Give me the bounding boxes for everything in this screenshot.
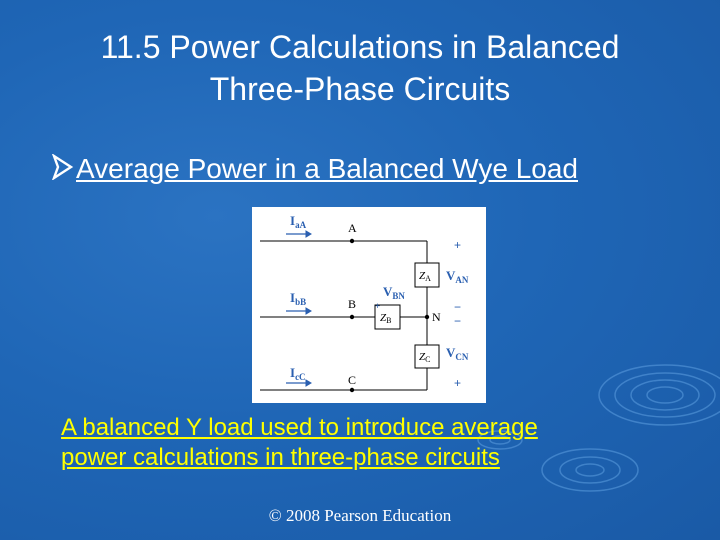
bullet-item	[52, 150, 578, 190]
polarity-minus-an: −	[454, 300, 462, 314]
bullet-text: Average Power in a Balanced Wye Load	[76, 153, 578, 184]
copyright-footer: © 2008 Pearson Education	[268, 506, 452, 525]
voltage-label-cn: $V_{CN}$	[446, 345, 469, 362]
title-line-1: 11.5 Power Calculations in Balanced	[100, 29, 620, 65]
current-label-a: $I_{aA}$	[290, 213, 307, 230]
title-line-2: Three-Phase Circuits	[209, 71, 511, 107]
polarity-plus-bn: +	[375, 301, 381, 311]
figure-caption	[61, 413, 661, 473]
polarity-plus-cn: +	[454, 376, 462, 390]
impedance-label-a: ZA	[419, 270, 431, 283]
impedance-label-c: ZC	[419, 351, 431, 364]
arrow-bullet-icon	[52, 152, 74, 190]
caption-line-2: power calculations in three-phase circuits	[61, 444, 500, 471]
balanced-wye-load-diagram	[252, 207, 486, 403]
polarity-minus-cn: −	[454, 314, 462, 328]
node-label-c: C	[348, 373, 357, 387]
voltage-label-an: $V_{AN}$	[446, 268, 469, 285]
voltage-label-bn: $V_{BN}$	[383, 284, 405, 301]
current-label-b: $I_{bB}$	[290, 290, 307, 307]
circuit-figure	[252, 207, 486, 403]
current-label-c: $I_{cC}$	[290, 365, 306, 382]
node-label-n: N	[432, 310, 441, 324]
node-label-b: B	[348, 297, 357, 311]
polarity-plus-an: +	[454, 238, 462, 252]
node-label-a: A	[348, 221, 357, 235]
impedance-label-b: ZB	[380, 312, 392, 325]
slide-title	[20, 26, 700, 110]
caption-line-1: A balanced Y load used to introduce average	[61, 414, 538, 441]
